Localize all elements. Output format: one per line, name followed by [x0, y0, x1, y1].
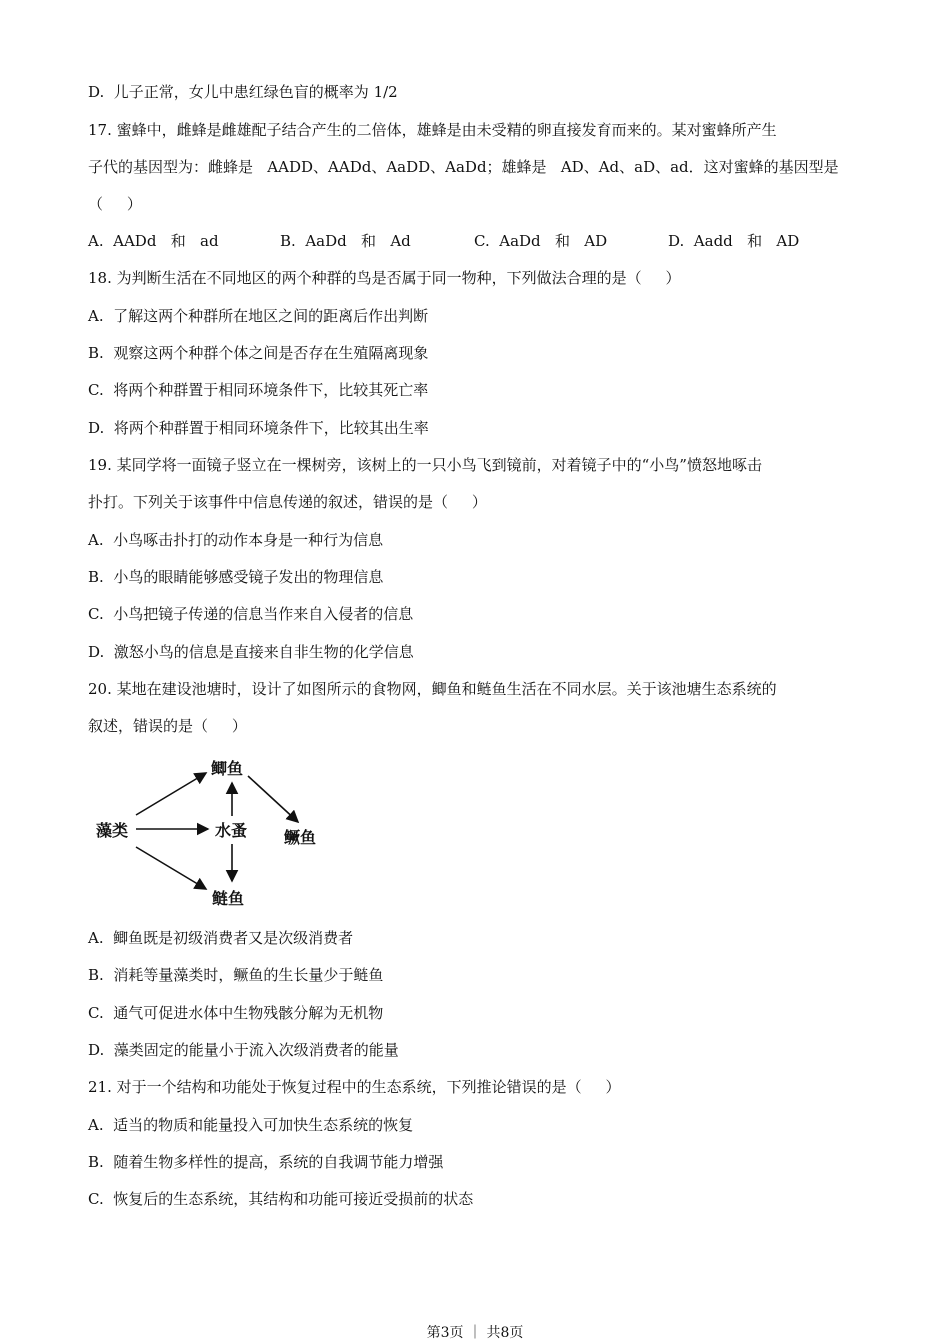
q20-option-c: C. 通气可促进水体中生物残骸分解为无机物: [88, 1004, 384, 1022]
node-crucian-carp: 鲫鱼: [211, 759, 244, 778]
q19-stem-line-2: 扑打。下列关于该事件中信息传递的叙述，错误的是（ ）: [88, 493, 487, 511]
q20-stem-line-1: 20. 某地在建设池塘时，设计了如图所示的食物网，鲫鱼和鲢鱼生活在不同水层。关于该池塘生态系统的: [88, 680, 777, 698]
q19-stem-line-1: 19. 某同学将一面镜子竖立在一棵树旁，该树上的一只小鸟飞到镜前，对着镜子中的“小鸟”愤怒地啄击: [88, 456, 762, 474]
arrow-crucian-to-mandarin: [248, 776, 298, 822]
q18-option-a: A. 了解这两个种群所在地区之间的距离后作出判断: [88, 307, 429, 325]
arrow-algae-to-crucian: [136, 773, 206, 815]
q17-option-d: D. Aadd 和 AD: [668, 232, 800, 250]
page-footer: 第3页 ｜ 共8页: [426, 1325, 524, 1341]
q17-option-c: C. AaDd 和 AD: [474, 232, 608, 250]
q17-option-b: B. AaDd 和 Ad: [280, 232, 411, 250]
q21-option-b: B. 随着生物多样性的提高，系统的自我调节能力增强: [88, 1153, 444, 1171]
q20-stem-line-2: 叙述，错误的是（ ）: [88, 717, 247, 735]
q18-option-c: C. 将两个种群置于相同环境条件下，比较其死亡率: [88, 381, 429, 399]
q19-option-a: A. 小鸟啄击扑打的动作本身是一种行为信息: [88, 531, 384, 549]
q17-option-a: A. AADd 和 ad: [88, 232, 219, 250]
q18-option-b: B. 观察这两个种群个体之间是否存在生殖隔离现象: [88, 344, 429, 362]
q17-stem-line-2: 子代的基因型为：雌蜂是 AADD、AADd、AaDD、AaDd；雄蜂是 AD、Ad、aD、ad．这对蜜蜂的基因型是: [88, 158, 839, 176]
q19-option-b: B. 小鸟的眼睛能够感受镜子发出的物理信息: [88, 568, 384, 586]
q20-option-b: B. 消耗等量藻类时，鳜鱼的生长量少于鲢鱼: [88, 966, 384, 984]
node-algae: 藻类: [96, 821, 129, 840]
q20-option-a: A. 鲫鱼既是初级消费者又是次级消费者: [88, 929, 354, 947]
q18-option-d: D. 将两个种群置于相同环境条件下，比较其出生率: [88, 419, 429, 437]
q19-option-d: D. 激怒小鸟的信息是直接来自非生物的化学信息: [88, 643, 414, 661]
q18-stem: 18. 为判断生活在不同地区的两个种群的鸟是否属于同一物种，下列做法合理的是（ ）: [88, 269, 681, 287]
q19-option-c: C. 小鸟把镜子传递的信息当作来自入侵者的信息: [88, 605, 414, 623]
node-mandarin-fish: 鳜鱼: [284, 828, 317, 847]
q17-stem-line-3: （ ）: [88, 195, 142, 213]
node-water-flea: 水蚤: [215, 821, 248, 840]
q20-option-d: D. 藻类固定的能量小于流入次级消费者的能量: [88, 1041, 399, 1059]
node-silver-carp: 鲢鱼: [212, 889, 245, 908]
q21-option-a: A. 适当的物质和能量投入可加快生态系统的恢复: [88, 1116, 414, 1134]
q17-stem-line-1: 17. 蜜蜂中，雌蜂是雌雄配子结合产生的二倍体，雄蜂是由未受精的卵直接发育而来的。某对蜜蜂所产生: [88, 121, 777, 139]
arrow-algae-to-silver: [136, 847, 206, 889]
q21-option-c: C. 恢复后的生态系统，其结构和功能可接近受损前的状态: [88, 1190, 474, 1208]
food-web-diagram: [80, 752, 340, 912]
q21-stem: 21. 对于一个结构和功能处于恢复过程中的生态系统，下列推论错误的是（ ）: [88, 1078, 621, 1096]
q16-option-d: D. 儿子正常，女儿中患红绿色盲的概率为 1/2: [88, 83, 398, 101]
